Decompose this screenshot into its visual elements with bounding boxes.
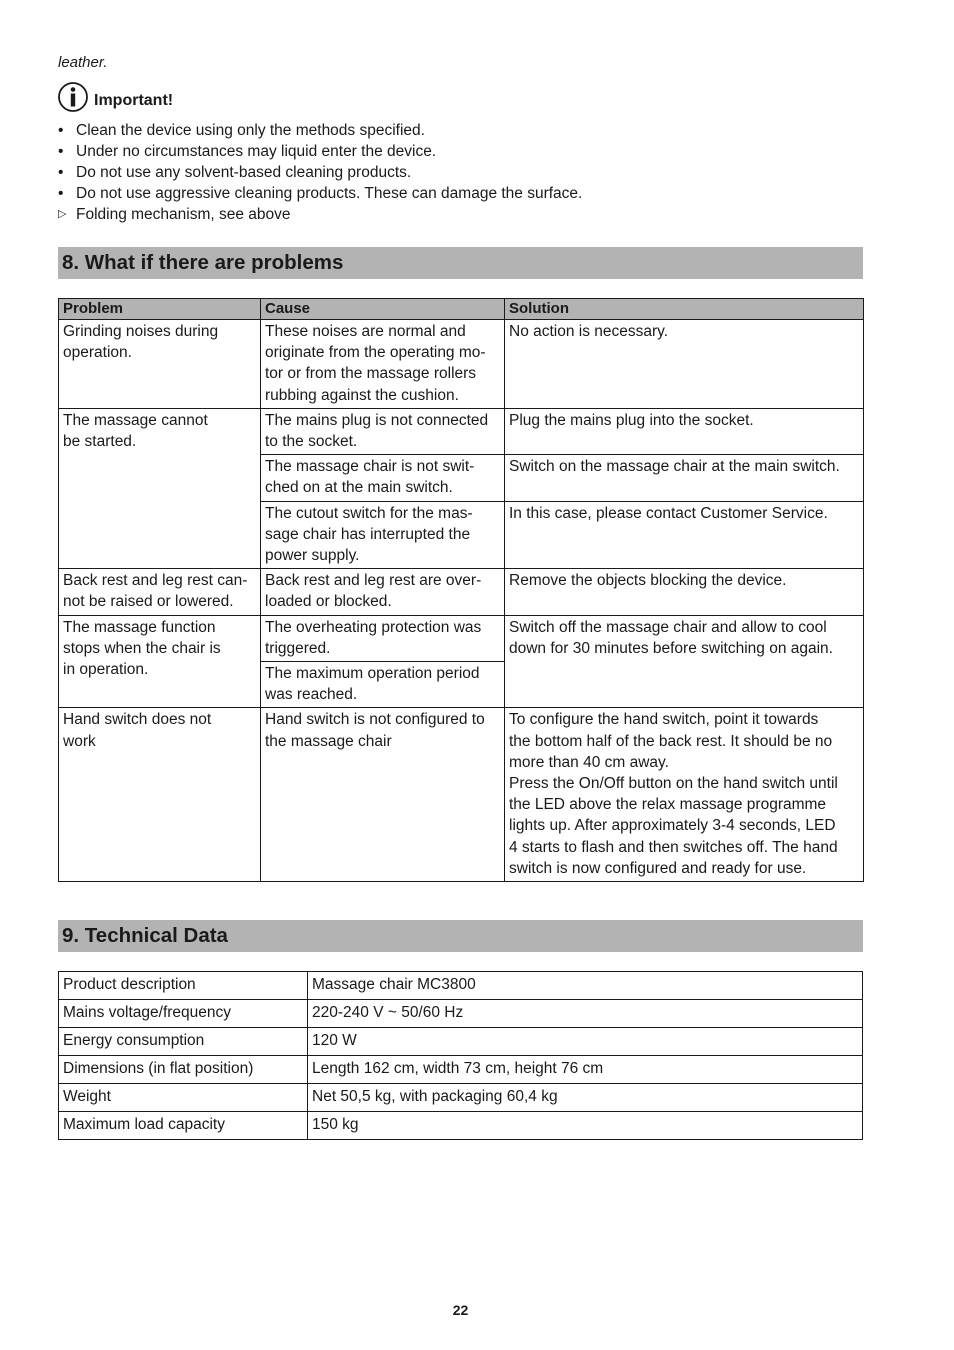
cause-cell: The cutout switch for the mas- sage chair has interrupted the power supply. — [261, 501, 505, 569]
table-row — [59, 708, 864, 882]
important-label: Important! — [94, 92, 174, 109]
table-row — [59, 1000, 863, 1028]
solution-cell: Remove the objects blocking the device. — [505, 569, 864, 615]
solution-cell: Plug the mains plug into the socket. — [505, 408, 864, 454]
section-heading-technical-data: 9. Technical Data — [58, 920, 863, 952]
spec-label: Mains voltage/frequency — [59, 1000, 308, 1028]
cause-cell: The overheating protection was triggered. — [261, 615, 505, 661]
page-number: 22 — [452, 1302, 469, 1318]
problem-cell: The massage function stops when the chair is in operation. — [59, 615, 261, 708]
info-icon — [58, 82, 88, 112]
table-row — [59, 615, 864, 661]
table-row — [59, 408, 864, 454]
spec-value: Massage chair MC3800 — [308, 972, 863, 1000]
solution-cell: In this case, please contact Customer Service. — [505, 501, 864, 569]
spec-label: Product description — [59, 972, 308, 1000]
problem-cell: The massage cannot be started. — [59, 408, 261, 568]
problem-cell: Grinding noises during operation. — [59, 320, 261, 409]
cause-cell: These noises are normal and originate from the operating mo- tor or from the massage rollers rubbing against the cushion. — [261, 320, 505, 409]
solution-cell: Switch off the massage chair and allow to cool down for 30 minutes before switching on again. — [505, 615, 864, 708]
table-row — [59, 1028, 863, 1056]
list-item: • Clean the device using only the methods specified. — [58, 122, 425, 139]
cause-cell: The massage chair is not swit- ched on at the main switch. — [261, 455, 505, 501]
column-header-cause: Cause — [261, 299, 505, 320]
triangle-arrow-icon: ▷ — [58, 208, 67, 220]
problems-table — [58, 298, 864, 882]
column-header-solution: Solution — [505, 299, 864, 320]
table-header-row — [59, 299, 864, 320]
spec-value: Net 50,5 kg, with packaging 60,4 kg — [308, 1084, 863, 1112]
section-heading-problems: 8. What if there are problems — [58, 247, 863, 279]
spec-value: Length 162 cm, width 73 cm, height 76 cm — [308, 1056, 863, 1084]
spec-value: 120 W — [308, 1028, 863, 1056]
spec-value: 150 kg — [308, 1112, 863, 1140]
spec-label: Maximum load capacity — [59, 1112, 308, 1140]
solution-cell: No action is necessary. — [505, 320, 864, 409]
cause-cell: The mains plug is not connected to the socket. — [261, 408, 505, 454]
spec-value: 220-240 V ~ 50/60 Hz — [308, 1000, 863, 1028]
spec-label: Weight — [59, 1084, 308, 1112]
problem-cell: Hand switch does not work — [59, 708, 261, 882]
cause-cell: Back rest and leg rest are over- loaded or blocked. — [261, 569, 505, 615]
list-item: • Under no circumstances may liquid enter the device. — [58, 143, 437, 160]
solution-cell: To configure the hand switch, point it towards the bottom half of the back rest. It should be no more than 40 cm away. Press the On/Off button on the hand switch until the LED above the relax massage programme lights up. After approximately 3-4 seconds, LED 4 starts to flash and then switches off. The hand switch is now configured and ready for use. — [505, 708, 864, 882]
column-header-problem: Problem — [59, 299, 261, 320]
table-row — [59, 569, 864, 615]
list-item: ▷ Folding mechanism, see above — [58, 206, 291, 223]
cause-cell: Hand switch is not configured to the massage chair — [261, 708, 505, 882]
table-row — [59, 1084, 863, 1112]
cause-cell: The maximum operation period was reached. — [261, 662, 505, 708]
list-item: • Do not use aggressive cleaning products. These can damage the surface. — [58, 185, 583, 202]
important-notice-heading — [58, 82, 173, 112]
list-item: • Do not use any solvent-based cleaning products. — [58, 164, 412, 181]
table-row — [59, 1112, 863, 1140]
table-row — [59, 972, 863, 1000]
table-row — [59, 320, 864, 409]
spec-label: Dimensions (in flat position) — [59, 1056, 308, 1084]
continuation-text: leather. — [58, 54, 108, 71]
spec-label: Energy consumption — [59, 1028, 308, 1056]
important-list — [58, 120, 582, 225]
solution-cell: Switch on the massage chair at the main switch. — [505, 455, 864, 501]
problem-cell: Back rest and leg rest can- not be raised or lowered. — [59, 569, 261, 615]
table-row — [59, 1056, 863, 1084]
technical-data-table — [58, 971, 863, 1140]
